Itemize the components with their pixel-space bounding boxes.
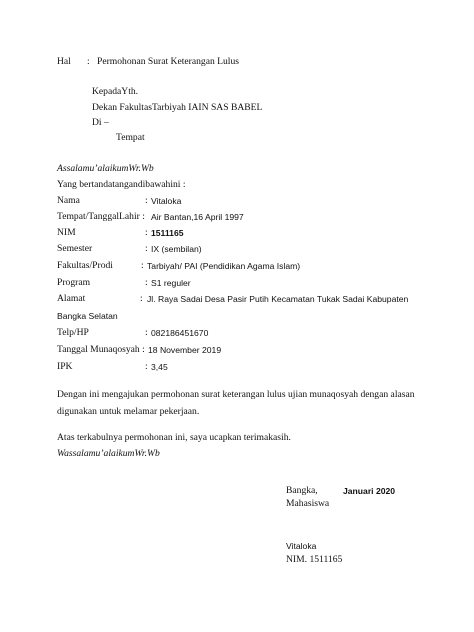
field-value-nim: 1511165 xyxy=(151,228,184,238)
recipient-name: Dekan FakultasTarbiyah IAIN SAS BABEL xyxy=(92,102,263,113)
field-label-program: Program xyxy=(57,277,91,288)
thanks-paragraph: Atas terkabulnya permohonan ini, saya ucapkan terimakasih. xyxy=(57,432,291,443)
field-label-fakultas: Fakultas/Prodi xyxy=(57,260,113,271)
recipient-greeting: KepadaYth. xyxy=(92,86,139,97)
field-value-alamat: Jl. Raya Sadai Desa Pasir Putih Kecamatan Tukak Sadai Kabupaten xyxy=(147,294,409,304)
field-sep-telp: : xyxy=(145,327,148,338)
field-label-alamat: Alamat xyxy=(57,293,86,304)
closing-salutation: Wassalamu’alaikumWr.Wb xyxy=(57,448,160,459)
field-value-fakultas: Tarbiyah/ PAI (Pendidikan Agama Islam) xyxy=(147,261,301,271)
field-sep-nim: : xyxy=(145,227,148,238)
field-label-telp: Telp/HP xyxy=(57,327,89,338)
field-sep-semester: : xyxy=(145,243,148,254)
signature-name: Vitaloka xyxy=(286,541,317,551)
field-label-nim: NIM xyxy=(57,227,76,238)
field-label-ttl: Tempat/TanggalLahir : xyxy=(57,211,145,222)
opening-salutation: Assalamu’alaikumWr.Wb xyxy=(57,163,154,174)
recipient-location: Tempat xyxy=(116,132,145,143)
field-sep-ipk: : xyxy=(145,361,148,372)
field-value-munaqosyah: 18 November 2019 xyxy=(148,345,222,355)
hal-separator: : xyxy=(87,56,90,67)
field-label-nama: Nama xyxy=(57,195,80,206)
field-sep-alamat: : xyxy=(140,293,143,304)
hal-subject: Permohonan Surat Keterangan Lulus xyxy=(97,56,240,67)
signature-place: Bangka, xyxy=(286,485,318,496)
field-value-ipk: 3,45 xyxy=(151,362,168,372)
field-label-munaqosyah: Tanggal Munaqosyah : xyxy=(57,344,145,355)
field-sep-fakultas: : xyxy=(141,260,144,271)
field-value-nama: Vitaloka xyxy=(151,196,182,206)
field-value-semester: IX (sembilan) xyxy=(151,244,202,254)
field-label-semester: Semester xyxy=(57,243,93,254)
field-value-alamat-line2: Bangka Selatan xyxy=(57,311,118,321)
signature-date: Januari 2020 xyxy=(343,486,396,496)
signature-role: Mahasiswa xyxy=(286,498,330,509)
recipient-location-label: Di – xyxy=(92,117,109,128)
field-sep-program: : xyxy=(145,277,148,288)
field-value-program: S1 reguler xyxy=(151,278,191,288)
hal-label: Hal xyxy=(57,56,71,67)
request-paragraph-line1: Dengan ini mengajukan permohonan surat keterangan lulus ujian munaqosyah dengan alasan xyxy=(57,389,415,400)
intro-line: Yang bertandatangandibawahini : xyxy=(57,179,186,190)
field-value-telp: 082186451670 xyxy=(151,328,209,338)
field-value-ttl: Air Bantan,16 April 1997 xyxy=(151,212,244,222)
request-paragraph-line2: digunakan untuk melamar pekerjaan. xyxy=(57,406,200,417)
field-label-ipk: IPK xyxy=(57,361,73,372)
signature-nim: NIM. 1511165 xyxy=(286,554,343,565)
field-sep-nama: : xyxy=(145,195,148,206)
